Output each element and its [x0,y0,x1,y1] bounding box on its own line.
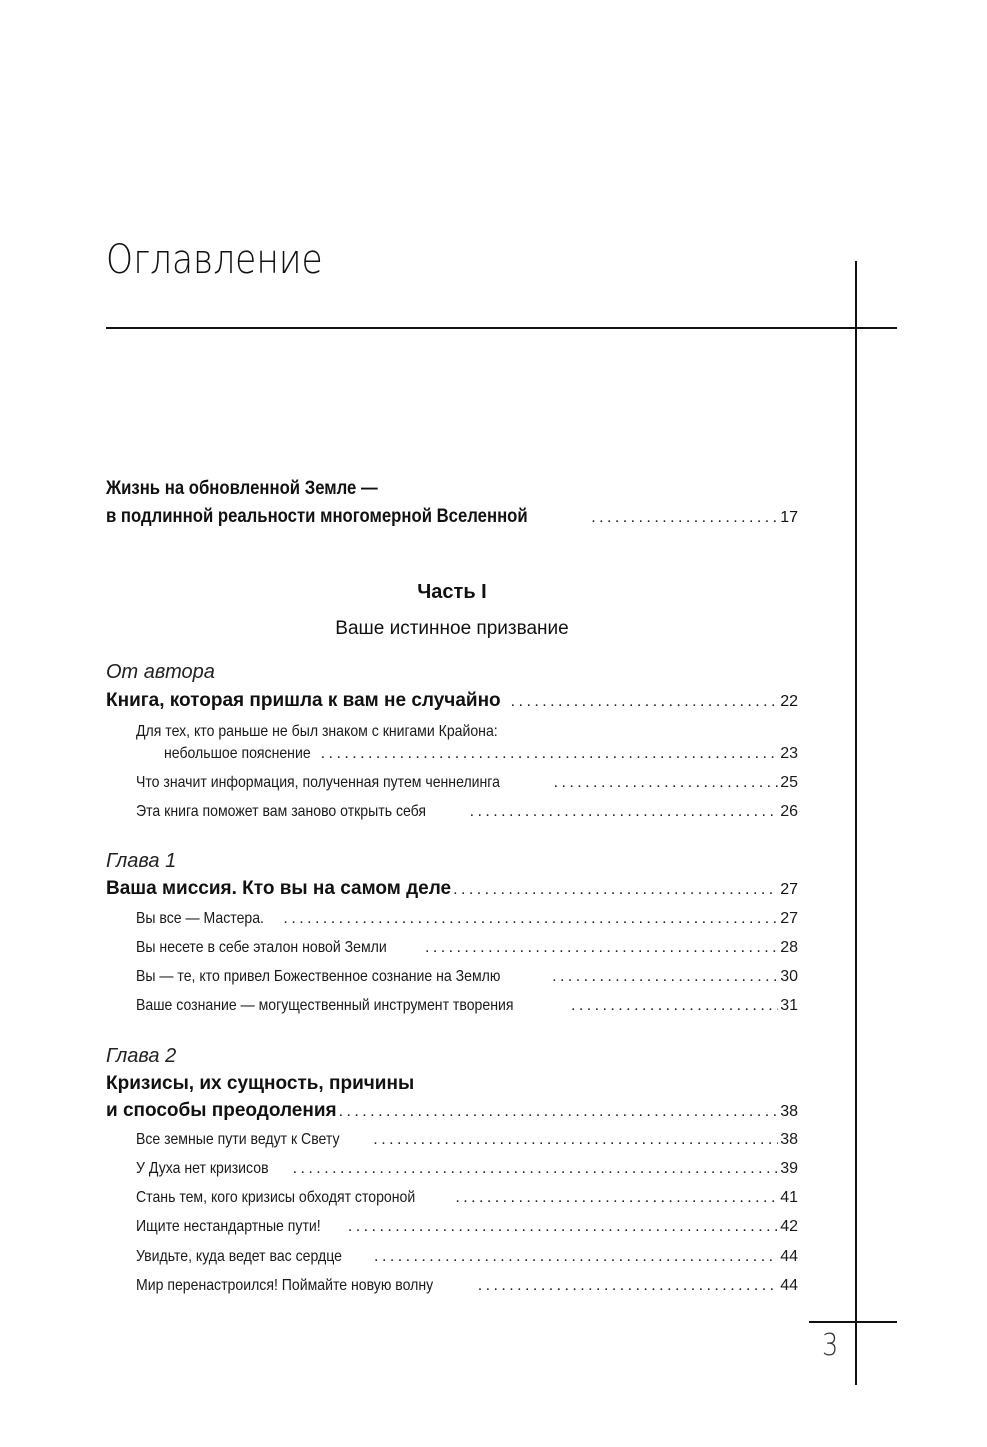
toc-subentry[interactable] [106,1131,798,1149]
toc-subentry[interactable] [106,997,798,1015]
dot-leader [321,745,779,763]
toc-entry-chapter1[interactable] [106,878,798,900]
dot-leader [374,1248,778,1266]
toc-subentry-title: Для тех, кто раньше не был знаком с книгами Крайона: [136,723,498,740]
toc-entry-author[interactable] [106,690,798,712]
part-label [106,581,798,604]
toc-subentry[interactable] [106,1248,798,1266]
toc-subentry[interactable] [106,1277,798,1295]
toc-subentry[interactable] [106,803,798,821]
dot-leader [455,1189,778,1207]
dot-leader [552,968,778,986]
toc-subentry-title: У Духа нет кризисов [136,1160,269,1177]
margin-rule [855,261,857,1385]
toc-subentry-title: Вы несете в себе эталон новой Земли [136,939,387,956]
toc-subentry-title: Эта книга поможет вам заново открыть себя [136,803,427,820]
toc-subentry[interactable] [106,939,798,957]
toc-subentry-page: 41 [780,1189,798,1206]
toc-subentry[interactable] [106,1218,798,1236]
toc-entry-title: и способы преодоления [106,1100,337,1121]
toc-entry-chapter2[interactable] [106,1100,798,1122]
header-rule [106,327,897,329]
toc-subentry[interactable] [106,968,798,986]
toc-subentry-page: 31 [780,997,798,1014]
page-title: Оглавление [106,237,323,283]
dot-leader [293,1160,779,1178]
toc-entry-intro[interactable] [106,506,798,528]
toc-subentry-page: 39 [780,1160,798,1177]
section-label-chapter1 [106,850,176,873]
toc-subentry-line1 [136,723,547,741]
toc-entry-page: 38 [780,1103,798,1120]
toc-subentry-page: 44 [780,1248,798,1265]
toc-entry-page: 17 [780,509,798,526]
toc-subentry[interactable] [106,745,798,763]
dot-leader [571,997,778,1015]
part-subtitle-text: Ваше истинное призвание [335,618,569,639]
dot-leader [425,939,778,957]
section-label-text: От автора [106,661,215,683]
toc-subentry-page: 28 [780,939,798,956]
dot-leader [453,881,778,899]
toc-subentry-title: Вы все — Мастера. [136,910,264,927]
toc-subentry-title: Все земные пути ведут к Свету [136,1131,340,1148]
toc-subentry[interactable] [106,1189,798,1207]
section-label-text: Глава 1 [106,850,177,872]
dot-leader [283,910,778,928]
dot-leader [373,1131,778,1149]
part-label-text: Часть I [417,581,487,603]
toc-entry-page: 27 [780,881,798,898]
toc-entry-title: Книга, которая пришла к вам не случайно [106,690,501,711]
toc-subentry-title: Ищите нестандартные пути! [136,1218,321,1235]
dot-leader [470,803,779,821]
toc-subentry-page: 42 [780,1218,798,1235]
toc-subentry[interactable] [106,910,798,928]
toc-subentry-page: 44 [780,1277,798,1294]
toc-intro-line1 [106,478,415,500]
toc-subentry-page: 38 [780,1131,798,1148]
toc-entry-page: 22 [780,693,798,710]
dot-leader [554,774,779,792]
toc-subentry-title: Ваше сознание — могущественный инструмент творения [136,997,514,1014]
toc-entry-title: Жизнь на обновленной Земле — [106,478,378,499]
toc-entry-title: Кризисы, их сущность, причины [106,1073,415,1094]
toc-subentry-title: Увидьте, куда ведет вас сердце [136,1248,342,1265]
dot-leader [339,1103,779,1121]
toc-subentry-title: Мир перенастроился! Поймайте новую волну [136,1277,434,1294]
toc-subentry-title: Вы — те, кто привел Божественное сознание на Землю [136,968,501,985]
dot-leader [348,1218,778,1236]
toc-entry-title: в подлинной реальности многомерной Вселенной [106,506,528,527]
toc-entry-chapter2-line1 [106,1073,414,1095]
toc-subentry-title: небольшое пояснение [164,745,311,762]
page-number: 3 [822,1328,839,1363]
section-label-author [106,661,215,684]
toc-subentry-page: 23 [780,745,798,762]
dot-leader [591,509,778,527]
section-label-text: Глава 2 [106,1045,177,1067]
toc-subentry[interactable] [106,1160,798,1178]
section-label-chapter2 [106,1045,176,1068]
toc-subentry-page: 30 [780,968,798,985]
toc-subentry-title: Что значит информация, полученная путем ченнелинга [136,774,500,791]
toc-subentry-title: Стань тем, кого кризисы обходят стороной [136,1189,416,1206]
toc-subentry-page: 26 [780,803,798,820]
footer-rule [809,1321,897,1323]
dot-leader [511,693,779,711]
toc-subentry[interactable] [106,774,798,792]
toc-entry-title: Ваша миссия. Кто вы на самом деле [106,878,452,899]
toc-subentry-page: 25 [780,774,798,791]
part-subtitle [106,618,798,640]
dot-leader [478,1277,779,1295]
toc-subentry-page: 27 [780,910,798,927]
